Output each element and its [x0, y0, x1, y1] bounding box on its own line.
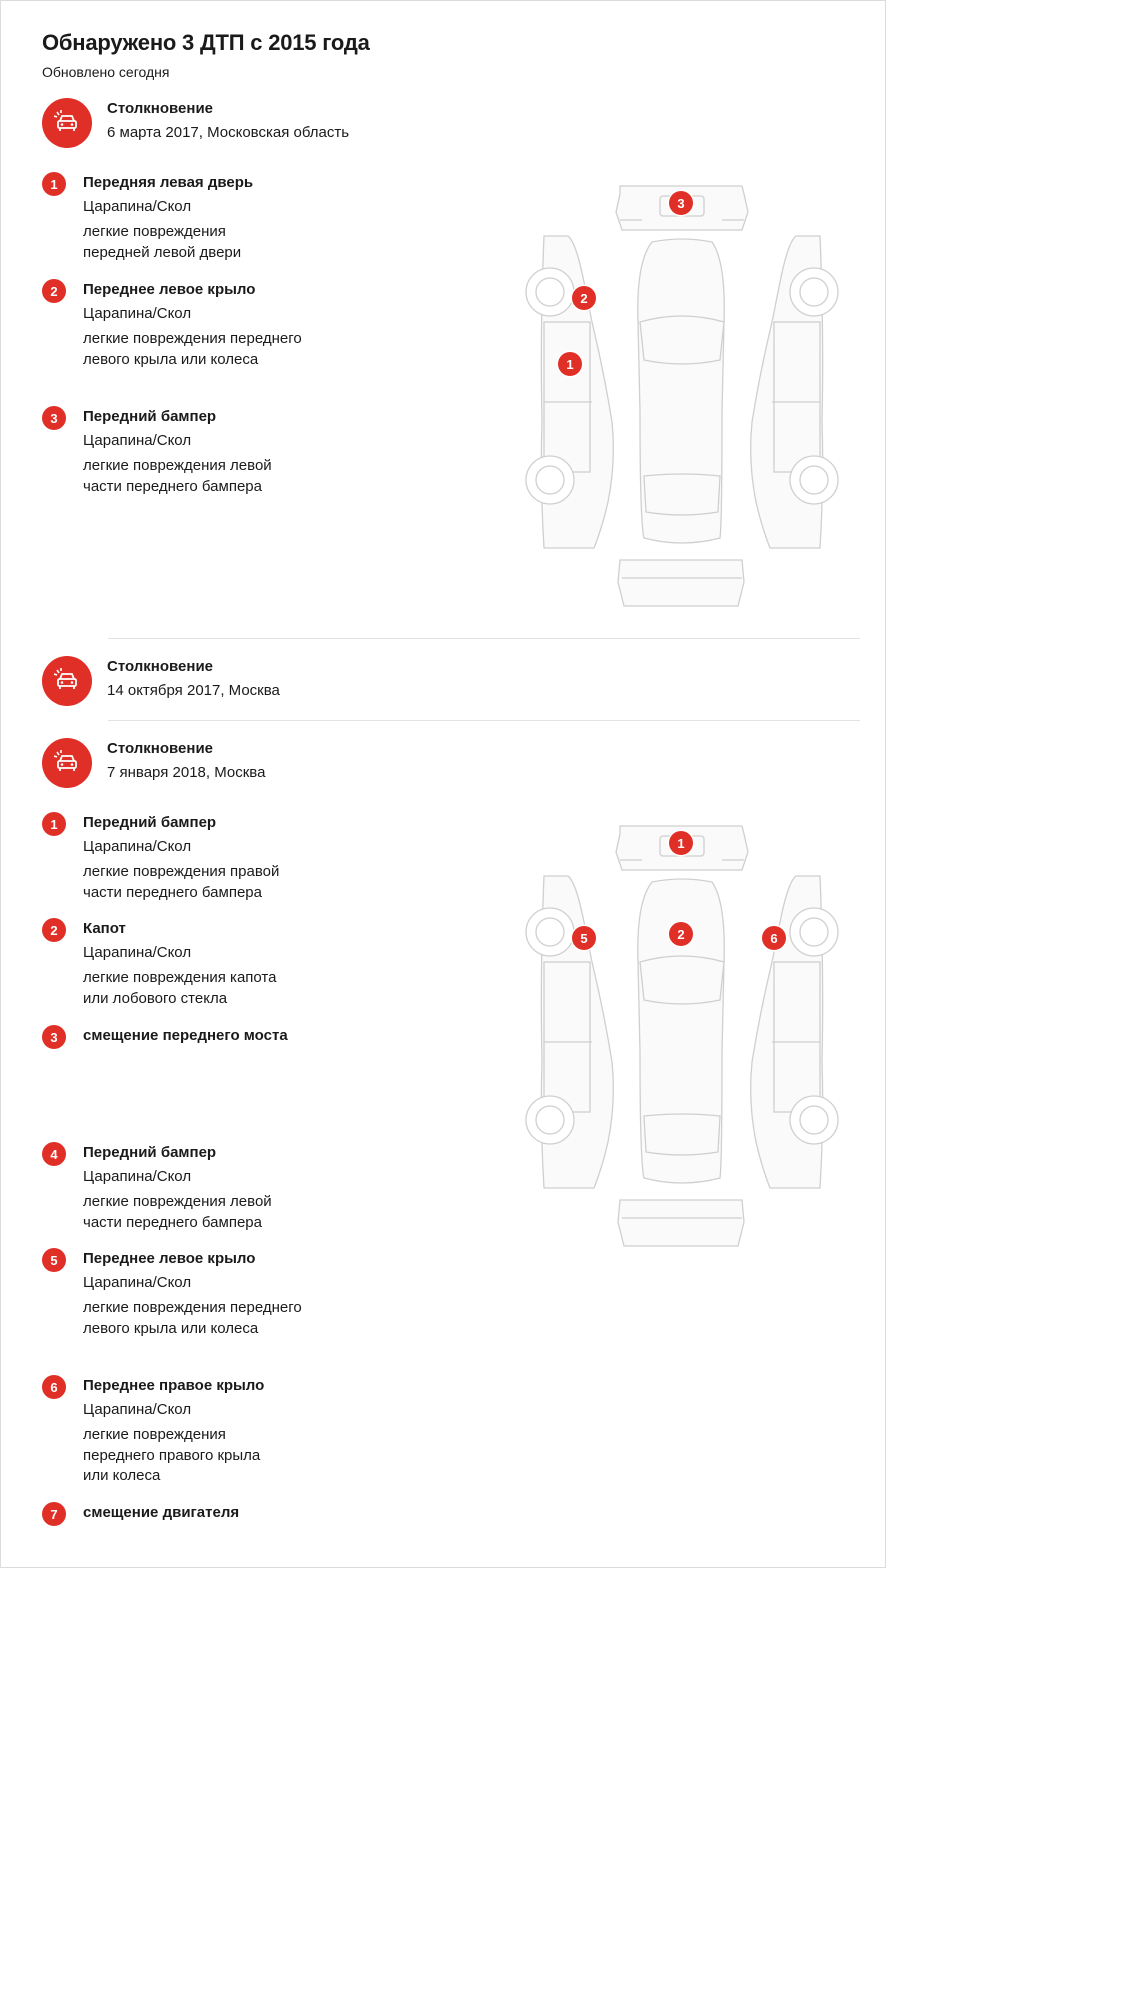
accident-type: Столкновение	[107, 658, 214, 675]
car-crash-icon	[42, 738, 92, 788]
car-damage-diagram	[522, 822, 842, 1252]
damage-description: легкие повреждения переднего правого крыла или колеса	[83, 1426, 261, 1484]
damage-number-badge: 6	[42, 1375, 66, 1399]
diagram-marker: 1	[558, 352, 582, 376]
damage-number-badge: 2	[42, 279, 66, 303]
damage-title: Капот	[83, 920, 126, 937]
accident-date-place: 6 марта 2017, Московская область	[107, 124, 350, 141]
damage-title: Передний бампер	[83, 814, 217, 831]
damage-description: легкие повреждения капота или лобового стекла	[83, 969, 277, 1007]
damage-number-badge: 7	[42, 1502, 66, 1526]
damage-number-badge: 3	[42, 1025, 66, 1049]
damage-kind: Царапина/Скол	[83, 1274, 192, 1291]
page-title: Обнаружено 3 ДТП с 2015 года	[42, 30, 370, 55]
damage-kind: Царапина/Скол	[83, 1168, 192, 1185]
damage-kind: Царапина/Скол	[83, 198, 192, 215]
damage-title: смещение двигателя	[83, 1504, 240, 1521]
separator	[108, 638, 860, 639]
damage-title: Переднее левое крыло	[83, 1250, 256, 1267]
car-crash-icon	[42, 656, 92, 706]
diagram-marker: 2	[669, 922, 693, 946]
diagram-marker: 6	[762, 926, 786, 950]
accident-date-place: 7 января 2018, Москва	[107, 764, 266, 781]
damage-title: смещение переднего моста	[83, 1027, 288, 1044]
damage-number-badge: 1	[42, 172, 66, 196]
damage-kind: Царапина/Скол	[83, 944, 192, 961]
damage-description: легкие повреждения переднего левого крыла или колеса	[83, 1299, 302, 1337]
diagram-marker: 2	[572, 286, 596, 310]
diagram-marker: 1	[669, 831, 693, 855]
accident-type: Столкновение	[107, 740, 214, 757]
diagram-marker: 5	[572, 926, 596, 950]
damage-title: Передний бампер	[83, 1144, 217, 1161]
damage-description: легкие повреждения правой части переднего бампера	[83, 863, 280, 901]
accident-date-place: 14 октября 2017, Москва	[107, 682, 280, 699]
damage-description: легкие повреждения левой части переднего бампера	[83, 1193, 272, 1231]
damage-number-badge: 1	[42, 812, 66, 836]
damage-description: легкие повреждения переднего левого крыла или колеса	[83, 330, 302, 368]
damage-kind: Царапина/Скол	[83, 1401, 192, 1418]
accident-type: Столкновение	[107, 100, 214, 117]
damage-kind: Царапина/Скол	[83, 432, 192, 449]
damage-title: Переднее правое крыло	[83, 1377, 265, 1394]
damage-title: Передняя левая дверь	[83, 174, 254, 191]
damage-title: Переднее левое крыло	[83, 281, 256, 298]
damage-number-badge: 4	[42, 1142, 66, 1166]
damage-kind: Царапина/Скол	[83, 838, 192, 855]
damage-description: легкие повреждения передней левой двери	[83, 223, 242, 261]
updated-label: Обновлено сегодня	[42, 64, 170, 80]
damage-kind: Царапина/Скол	[83, 305, 192, 322]
separator	[108, 720, 860, 721]
damage-number-badge: 3	[42, 406, 66, 430]
damage-number-badge: 5	[42, 1248, 66, 1272]
diagram-marker: 3	[669, 191, 693, 215]
car-crash-icon	[42, 98, 92, 148]
damage-title: Передний бампер	[83, 408, 217, 425]
car-damage-diagram	[522, 182, 842, 612]
damage-description: легкие повреждения левой части переднего бампера	[83, 457, 272, 495]
damage-number-badge: 2	[42, 918, 66, 942]
